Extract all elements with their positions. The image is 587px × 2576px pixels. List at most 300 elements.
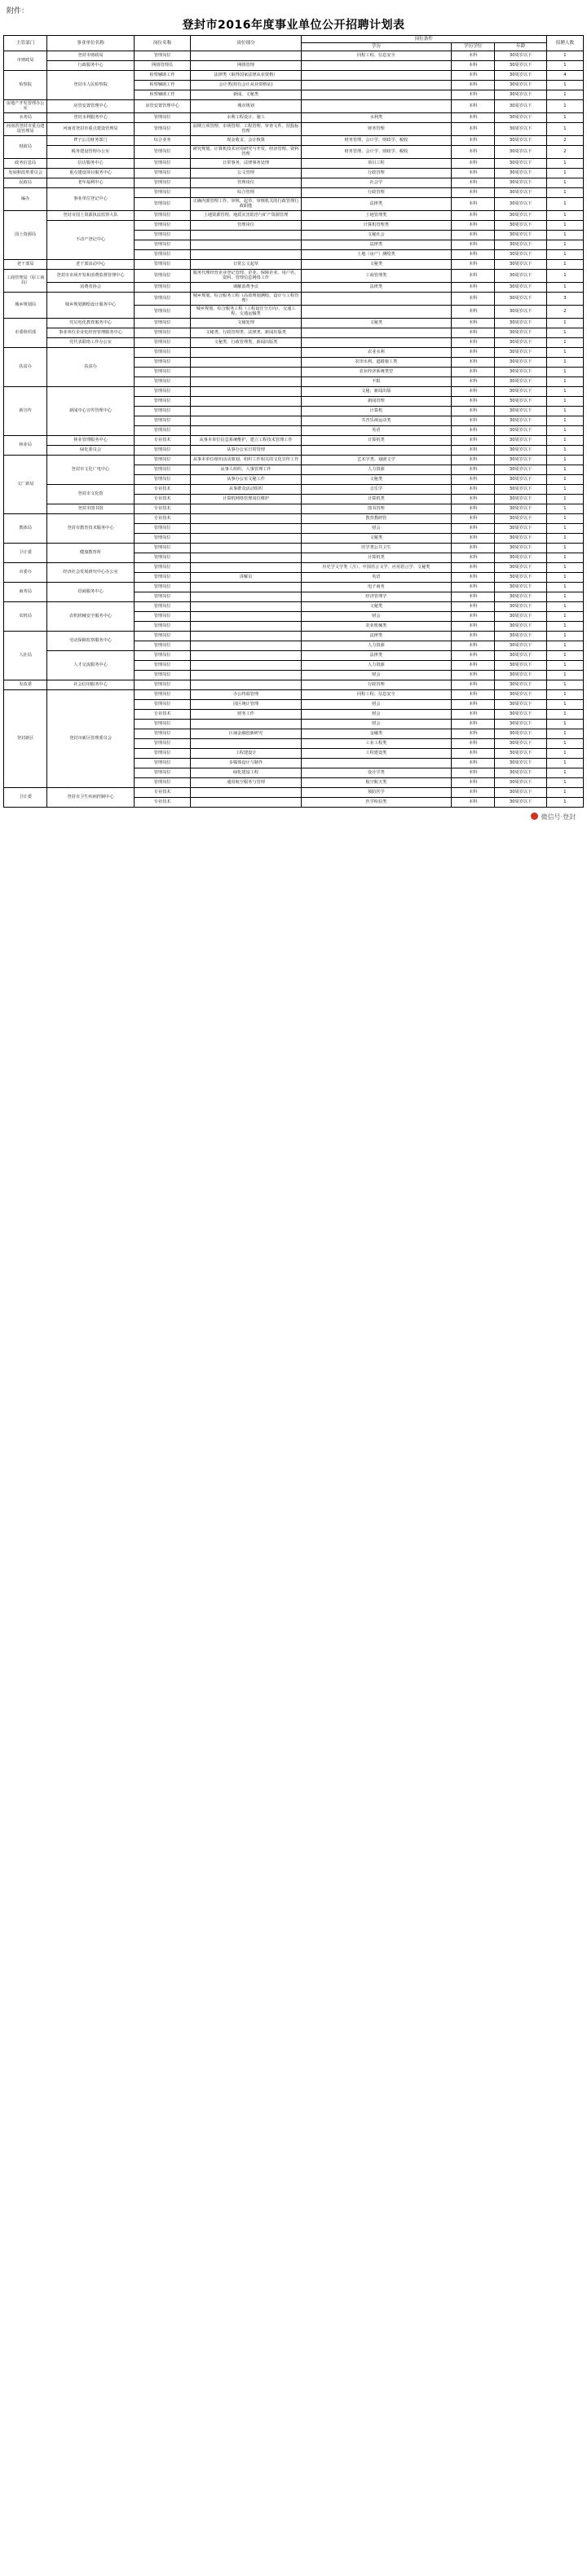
cell-count: 1 bbox=[546, 601, 583, 611]
cell-dept: 新宣传 bbox=[4, 386, 47, 435]
table-row bbox=[4, 435, 584, 445]
cell-edu: 新闻管理 bbox=[301, 396, 451, 406]
cell-count: 1 bbox=[546, 748, 583, 758]
cell-age: 30周岁以下 bbox=[495, 269, 547, 282]
cell-edu: 图书管理 bbox=[301, 504, 451, 513]
cell-post-name: 管理岗位 bbox=[134, 758, 191, 768]
cell-edu bbox=[301, 70, 451, 80]
cell-unit: 消费者协会 bbox=[47, 282, 135, 292]
cell-count: 1 bbox=[546, 484, 583, 494]
cell-count: 1 bbox=[546, 376, 583, 386]
cell-count: 1 bbox=[546, 158, 583, 168]
cell-count: 1 bbox=[546, 660, 583, 670]
cell-major: 本科 bbox=[452, 572, 495, 582]
cell-edu: 社会学 bbox=[301, 178, 451, 187]
header-unit: 事业单位名称 bbox=[47, 36, 135, 51]
cell-edu bbox=[301, 90, 451, 99]
cell-edu: 共青乐视运动类 bbox=[301, 416, 451, 425]
cell-unit: 登封水利服务中心 bbox=[47, 112, 135, 122]
cell-unit: 扶贫办 bbox=[47, 347, 135, 386]
cell-age: 30周岁以下 bbox=[495, 240, 547, 249]
cell-post-name: 管理岗位 bbox=[134, 543, 191, 553]
cell-count: 1 bbox=[546, 689, 583, 699]
cell-count: 1 bbox=[546, 543, 583, 553]
cell-count: 1 bbox=[546, 611, 583, 621]
cell-count: 1 bbox=[546, 592, 583, 601]
cell-age: 30周岁以下 bbox=[495, 631, 547, 641]
table-row bbox=[4, 504, 584, 513]
cell-post-minor: 通用航空服务与管理 bbox=[191, 777, 301, 787]
cell-post-minor: 从事本单位信息系统维护、建立工程技术管理工作 bbox=[191, 435, 301, 445]
cell-age: 30周岁以下 bbox=[495, 230, 547, 240]
cell-count: 1 bbox=[546, 562, 583, 572]
cell-post-minor bbox=[191, 719, 301, 729]
cell-age: 30周岁以下 bbox=[495, 758, 547, 768]
cell-post-name: 专业技术 bbox=[134, 504, 191, 513]
cell-post-minor bbox=[191, 51, 301, 60]
cell-post-minor: 前期立项管理、市场管理、工程管理、审查文件、招投标管理 bbox=[191, 122, 301, 135]
cell-post-minor: 多媒体设计与制作 bbox=[191, 758, 301, 768]
cell-post-name: 管理岗位 bbox=[134, 269, 191, 282]
cell-major: 本科 bbox=[452, 484, 495, 494]
table-row bbox=[4, 484, 584, 494]
cell-major: 本科 bbox=[452, 158, 495, 168]
cell-post-name: 管理岗位 bbox=[134, 650, 191, 660]
cell-age: 30周岁以下 bbox=[495, 787, 547, 797]
cell-edu: 财会 bbox=[301, 709, 451, 719]
cell-major: 本科 bbox=[452, 621, 495, 631]
cell-age: 30周岁以下 bbox=[495, 210, 547, 220]
cell-count: 1 bbox=[546, 787, 583, 797]
cell-edu: 财务管理、会计学、财政学、税收 bbox=[301, 135, 451, 145]
cell-dept: 卫计委 bbox=[4, 543, 47, 562]
cell-post-minor: 会计类(持有会计从业资格证) bbox=[191, 80, 301, 90]
cell-major: 本科 bbox=[452, 709, 495, 719]
cell-count: 1 bbox=[546, 513, 583, 523]
cell-post-minor bbox=[191, 367, 301, 376]
cell-post-minor: 土地资源管理、地质灾害防治与矿产资源管理 bbox=[191, 210, 301, 220]
cell-age: 30周岁以下 bbox=[495, 51, 547, 60]
cell-age: 30周岁以下 bbox=[495, 158, 547, 168]
cell-edu: 计算机类 bbox=[301, 435, 451, 445]
cell-post-minor bbox=[191, 357, 301, 367]
cell-age: 30周岁以下 bbox=[495, 435, 547, 445]
cell-unit: 行政服务中心 bbox=[47, 60, 135, 70]
cell-major: 本科 bbox=[452, 318, 495, 328]
cell-age: 30周岁以下 bbox=[495, 318, 547, 328]
cell-count: 1 bbox=[546, 282, 583, 292]
cell-count: 1 bbox=[546, 494, 583, 504]
cell-post-minor bbox=[191, 670, 301, 680]
cell-post-name: 管理岗位 bbox=[134, 396, 191, 406]
cell-unit: 不动产登记中心 bbox=[47, 220, 135, 259]
cell-post-minor: 绿化建设工程 bbox=[191, 768, 301, 777]
cell-count: 1 bbox=[546, 122, 583, 135]
cell-post-minor bbox=[191, 601, 301, 611]
cell-dept: 商务局 bbox=[4, 582, 47, 601]
cell-post-name: 专业技术 bbox=[134, 494, 191, 504]
cell-major: 本科 bbox=[452, 582, 495, 592]
cell-age: 30周岁以下 bbox=[495, 777, 547, 787]
cell-major: 本科 bbox=[452, 494, 495, 504]
cell-edu: 金融类 bbox=[301, 729, 451, 738]
cell-post-minor bbox=[191, 582, 301, 592]
cell-age: 30周岁以下 bbox=[495, 699, 547, 709]
cell-post-minor bbox=[191, 396, 301, 406]
cell-edu: 财务管理、会计学、财政学、税收 bbox=[301, 145, 451, 158]
cell-unit: 房管安置管理中心 bbox=[47, 99, 135, 112]
cell-major: 本科 bbox=[452, 592, 495, 601]
cell-count: 1 bbox=[546, 386, 583, 396]
cell-count: 1 bbox=[546, 357, 583, 367]
cell-count: 2 bbox=[546, 135, 583, 145]
cell-unit: 人才交流服务中心 bbox=[47, 650, 135, 680]
cell-post-name: 管理岗位 bbox=[134, 572, 191, 582]
cell-post-minor: 文秘处理 bbox=[191, 318, 301, 328]
table-header-row-top bbox=[4, 36, 584, 43]
cell-unit: 劳动保障监察服务中心 bbox=[47, 631, 135, 650]
cell-major: 本科 bbox=[452, 122, 495, 135]
cell-unit: 健康教育所 bbox=[47, 543, 135, 562]
cell-post-minor bbox=[191, 787, 301, 797]
cell-major: 本科 bbox=[452, 240, 495, 249]
cell-major: 本科 bbox=[452, 328, 495, 337]
cell-count: 1 bbox=[546, 328, 583, 337]
cell-age: 30周岁以下 bbox=[495, 474, 547, 484]
cell-dept: 工商管理局（原工商局） bbox=[4, 269, 47, 292]
table-row bbox=[4, 259, 584, 269]
cell-post-minor bbox=[191, 650, 301, 660]
cell-edu: 项目工程 bbox=[301, 158, 451, 168]
cell-major: 本科 bbox=[452, 435, 495, 445]
cell-post-minor: 正确内部管理工作、审核、起草、审核机关的行政管理行政职能 bbox=[191, 197, 301, 210]
cell-major: 本科 bbox=[452, 699, 495, 709]
cell-count: 1 bbox=[546, 240, 583, 249]
cell-count: 1 bbox=[546, 465, 583, 474]
cell-major: 本科 bbox=[452, 80, 495, 90]
cell-post-minor bbox=[191, 533, 301, 543]
cell-age: 30周岁以下 bbox=[495, 168, 547, 178]
table-row bbox=[4, 543, 584, 553]
cell-major: 本科 bbox=[452, 51, 495, 60]
cell-count: 1 bbox=[546, 797, 583, 807]
cell-count: 1 bbox=[546, 406, 583, 416]
cell-post-name: 检察辅助工作 bbox=[134, 80, 191, 90]
cell-major: 本科 bbox=[452, 738, 495, 748]
cell-edu: 行政管理 bbox=[301, 168, 451, 178]
header-post-minor: 岗位细分 bbox=[191, 36, 301, 51]
cell-post-minor bbox=[191, 680, 301, 689]
table-row bbox=[4, 347, 584, 357]
cell-age: 30周岁以下 bbox=[495, 611, 547, 621]
cell-age: 30周岁以下 bbox=[495, 122, 547, 135]
cell-age: 30周岁以下 bbox=[495, 572, 547, 582]
table-row bbox=[4, 386, 584, 396]
cell-age: 30周岁以下 bbox=[495, 292, 547, 305]
table-row bbox=[4, 513, 584, 523]
cell-post-name: 专业技术 bbox=[134, 435, 191, 445]
cell-major: 本科 bbox=[452, 178, 495, 187]
cell-post-name: 检察辅助工作 bbox=[134, 70, 191, 80]
cell-edu: 法律类 bbox=[301, 240, 451, 249]
cell-major: 本科 bbox=[452, 533, 495, 543]
cell-major: 本科 bbox=[452, 168, 495, 178]
cell-count: 1 bbox=[546, 425, 583, 435]
table-row bbox=[4, 337, 584, 347]
cell-age: 30周岁以下 bbox=[495, 533, 547, 543]
cell-edu: 农业机械类 bbox=[301, 621, 451, 631]
cell-count: 1 bbox=[546, 197, 583, 210]
cell-count: 2 bbox=[546, 145, 583, 158]
cell-dept: 农机局 bbox=[4, 601, 47, 631]
cell-count: 1 bbox=[546, 112, 583, 122]
cell-count: 1 bbox=[546, 680, 583, 689]
cell-major: 本科 bbox=[452, 523, 495, 533]
cell-post-minor: 从事人组织、人事管理工作 bbox=[191, 465, 301, 474]
cell-post-name: 专业技术 bbox=[134, 513, 191, 523]
cell-major: 本科 bbox=[452, 680, 495, 689]
cell-post-name: 管理岗位 bbox=[134, 631, 191, 641]
cell-age: 30周岁以下 bbox=[495, 494, 547, 504]
cell-major: 本科 bbox=[452, 787, 495, 797]
cell-post-name: 管理岗位 bbox=[134, 680, 191, 689]
cell-age: 30周岁以下 bbox=[495, 145, 547, 158]
cell-edu bbox=[301, 80, 451, 90]
table-row bbox=[4, 318, 584, 328]
table-row bbox=[4, 70, 584, 80]
cell-count: 1 bbox=[546, 269, 583, 282]
cell-major: 本科 bbox=[452, 660, 495, 670]
cell-age: 30周岁以下 bbox=[495, 259, 547, 269]
cell-post-minor: 日常公文起草 bbox=[191, 259, 301, 269]
cell-count: 1 bbox=[546, 80, 583, 90]
cell-major: 本科 bbox=[452, 797, 495, 807]
cell-edu: 法律类 bbox=[301, 197, 451, 210]
table-row bbox=[4, 689, 584, 699]
cell-edu: 文秘社会 bbox=[301, 230, 451, 240]
table-row bbox=[4, 135, 584, 145]
cell-unit: IT子公司财务部门 bbox=[47, 135, 135, 145]
cell-major: 本科 bbox=[452, 292, 495, 305]
cell-major: 本科 bbox=[452, 562, 495, 572]
cell-age: 30周岁以下 bbox=[495, 660, 547, 670]
cell-count: 1 bbox=[546, 777, 583, 787]
cell-age: 30周岁以下 bbox=[495, 465, 547, 474]
cell-age: 30周岁以下 bbox=[495, 187, 547, 197]
table-row bbox=[4, 269, 584, 282]
cell-post-minor: 城市规划 bbox=[191, 99, 301, 112]
cell-edu: 财务管理 bbox=[301, 122, 451, 135]
cell-edu: 音乐学 bbox=[301, 484, 451, 494]
cell-edu: 艺术学类、戏剧文学 bbox=[301, 455, 451, 465]
cell-age: 30周岁以下 bbox=[495, 178, 547, 187]
cell-edu: 财会 bbox=[301, 611, 451, 621]
cell-post-minor bbox=[191, 416, 301, 425]
cell-post-minor bbox=[191, 641, 301, 650]
cell-unit: 登封市财政局 bbox=[47, 51, 135, 60]
cell-post-minor: 文秘类、行政管理类、新闻出版类 bbox=[191, 337, 301, 347]
cell-age: 30周岁以下 bbox=[495, 709, 547, 719]
watermark-badge bbox=[531, 812, 576, 821]
cell-count: 1 bbox=[546, 621, 583, 631]
cell-age: 30周岁以下 bbox=[495, 396, 547, 406]
cell-unit: 重点建设项目服务中心 bbox=[47, 168, 135, 178]
cell-count: 3 bbox=[546, 292, 583, 305]
cell-age: 30周岁以下 bbox=[495, 376, 547, 386]
cell-dept: 卫计委 bbox=[4, 787, 47, 807]
cell-count: 1 bbox=[546, 582, 583, 592]
cell-count: 1 bbox=[546, 187, 583, 197]
cell-major: 本科 bbox=[452, 220, 495, 230]
cell-count: 1 bbox=[546, 259, 583, 269]
cell-unit: 登封市国土资源执法监察大队 bbox=[47, 210, 135, 220]
cell-dept: 教体局 bbox=[4, 513, 47, 543]
cell-major: 本科 bbox=[452, 70, 495, 80]
cell-major: 本科 bbox=[452, 112, 495, 122]
cell-dept: 登封新区 bbox=[4, 689, 47, 787]
table-row bbox=[4, 60, 584, 70]
cell-unit: 招商服务中心 bbox=[47, 582, 135, 601]
cell-age: 30周岁以下 bbox=[495, 357, 547, 367]
watermark bbox=[3, 808, 584, 821]
cell-post-name: 管理岗位 bbox=[134, 292, 191, 305]
cell-edu: 土地管理类 bbox=[301, 210, 451, 220]
cell-edu: 行政管理 bbox=[301, 680, 451, 689]
cell-major: 本科 bbox=[452, 197, 495, 210]
cell-age: 30周岁以下 bbox=[495, 220, 547, 230]
cell-post-minor: 现金收支、会计核算 bbox=[191, 135, 301, 145]
cell-post-name: 管理岗位 bbox=[134, 553, 191, 562]
cell-major: 本科 bbox=[452, 210, 495, 220]
cell-major: 本科 bbox=[452, 729, 495, 738]
cell-post-minor bbox=[191, 523, 301, 533]
cell-post-name: 管理岗位 bbox=[134, 386, 191, 396]
cell-count: 4 bbox=[546, 70, 583, 80]
cell-unit: 信访服务中心 bbox=[47, 158, 135, 168]
watermark-dot-icon bbox=[531, 812, 538, 820]
cell-age: 30周岁以下 bbox=[495, 416, 547, 425]
cell-major: 本科 bbox=[452, 187, 495, 197]
cell-post-minor bbox=[191, 513, 301, 523]
cell-age: 30周岁以下 bbox=[495, 738, 547, 748]
cell-post-minor bbox=[191, 406, 301, 416]
cell-post-name: 管理岗位 bbox=[134, 230, 191, 240]
cell-unit: 登封市人民检察院 bbox=[47, 70, 135, 99]
cell-dept: 河南省登封市重点建设管理局 bbox=[4, 122, 47, 135]
cell-count: 1 bbox=[546, 455, 583, 465]
cell-unit: 党员电化教育服务中心 bbox=[47, 318, 135, 328]
cell-post-minor bbox=[191, 553, 301, 562]
cell-edu: 电子商务 bbox=[301, 582, 451, 592]
cell-unit: 城乡规划测绘设计服务中心 bbox=[47, 292, 135, 318]
cell-age: 30周岁以下 bbox=[495, 425, 547, 435]
cell-age: 30周岁以下 bbox=[495, 328, 547, 337]
cell-edu: 财会 bbox=[301, 523, 451, 533]
cell-post-minor bbox=[191, 797, 301, 807]
header-dept: 主管部门 bbox=[4, 36, 47, 51]
cell-count: 1 bbox=[546, 60, 583, 70]
cell-dept: 文广新局 bbox=[4, 455, 47, 513]
cell-edu: 土地（房产）测绘类 bbox=[301, 249, 451, 259]
cell-edu: 法律类 bbox=[301, 650, 451, 660]
cell-unit: 老年福利中心 bbox=[47, 178, 135, 187]
cell-count: 1 bbox=[546, 553, 583, 562]
cell-age: 30周岁以下 bbox=[495, 367, 547, 376]
cell-post-name: 综合业务 bbox=[134, 135, 191, 145]
cell-edu: 计算机类 bbox=[301, 494, 451, 504]
cell-post-minor bbox=[191, 562, 301, 572]
cell-post-name: 管理岗位 bbox=[134, 601, 191, 611]
cell-post-name: 管理岗位 bbox=[134, 445, 191, 455]
cell-post-minor bbox=[191, 543, 301, 553]
cell-age: 30周岁以下 bbox=[495, 386, 547, 396]
cell-count: 1 bbox=[546, 631, 583, 641]
header-count: 招聘人数 bbox=[546, 36, 583, 51]
cell-edu: 航空航天类 bbox=[301, 777, 451, 787]
cell-major: 本科 bbox=[452, 269, 495, 282]
cell-count: 1 bbox=[546, 178, 583, 187]
cell-count: 1 bbox=[546, 416, 583, 425]
cell-age: 30周岁以下 bbox=[495, 719, 547, 729]
cell-major: 本科 bbox=[452, 650, 495, 660]
cell-count: 1 bbox=[546, 572, 583, 582]
cell-age: 30周岁以下 bbox=[495, 650, 547, 660]
cell-post-minor bbox=[191, 425, 301, 435]
cell-major: 本科 bbox=[452, 553, 495, 562]
cell-edu: 工程建设类 bbox=[301, 748, 451, 758]
cell-count: 1 bbox=[546, 738, 583, 748]
cell-major: 本科 bbox=[452, 376, 495, 386]
cell-age: 30周岁以下 bbox=[495, 689, 547, 699]
cell-edu: 财会 bbox=[301, 670, 451, 680]
cell-age: 30周岁以下 bbox=[495, 80, 547, 90]
cell-age: 30周岁以下 bbox=[495, 305, 547, 318]
cell-post-name: 管理岗位 bbox=[134, 158, 191, 168]
cell-post-name: 专业技术 bbox=[134, 709, 191, 719]
cell-edu: 文秘类 bbox=[301, 533, 451, 543]
cell-age: 30周岁以下 bbox=[495, 523, 547, 533]
cell-unit: 农机机械安全服务中心 bbox=[47, 601, 135, 631]
header-condition-group: 岗位条件 bbox=[301, 36, 546, 43]
cell-edu: 法律类 bbox=[301, 282, 451, 292]
cell-major: 本科 bbox=[452, 337, 495, 347]
cell-dept: 市财政局 bbox=[4, 51, 47, 70]
cell-count: 1 bbox=[546, 210, 583, 220]
table-row bbox=[4, 680, 584, 689]
cell-major: 本科 bbox=[452, 455, 495, 465]
cell-edu: 工商管理类 bbox=[301, 269, 451, 282]
cell-edu: 人力资源 bbox=[301, 660, 451, 670]
table-row bbox=[4, 562, 584, 572]
cell-post-minor: 办公终端管理 bbox=[191, 689, 301, 699]
cell-age: 30周岁以下 bbox=[495, 748, 547, 758]
cell-count: 1 bbox=[546, 709, 583, 719]
cell-dept: 扶贫办 bbox=[4, 347, 47, 386]
cell-major: 本科 bbox=[452, 601, 495, 611]
cell-age: 30周岁以下 bbox=[495, 445, 547, 455]
table-row bbox=[4, 122, 584, 135]
cell-age: 30周岁以下 bbox=[495, 729, 547, 738]
cell-post-minor: 计算机网络管理岗位维护 bbox=[191, 494, 301, 504]
header-age: 年龄 bbox=[495, 43, 547, 51]
cell-age: 30周岁以下 bbox=[495, 70, 547, 80]
cell-post-minor bbox=[191, 592, 301, 601]
cell-post-minor: 从事办公室文秘工作 bbox=[191, 474, 301, 484]
cell-post-name: 管理岗位 bbox=[134, 259, 191, 269]
cell-post-name: 管理岗位 bbox=[134, 611, 191, 621]
cell-post-name: 管理岗位 bbox=[134, 220, 191, 230]
cell-dept: 民政局 bbox=[4, 178, 47, 187]
